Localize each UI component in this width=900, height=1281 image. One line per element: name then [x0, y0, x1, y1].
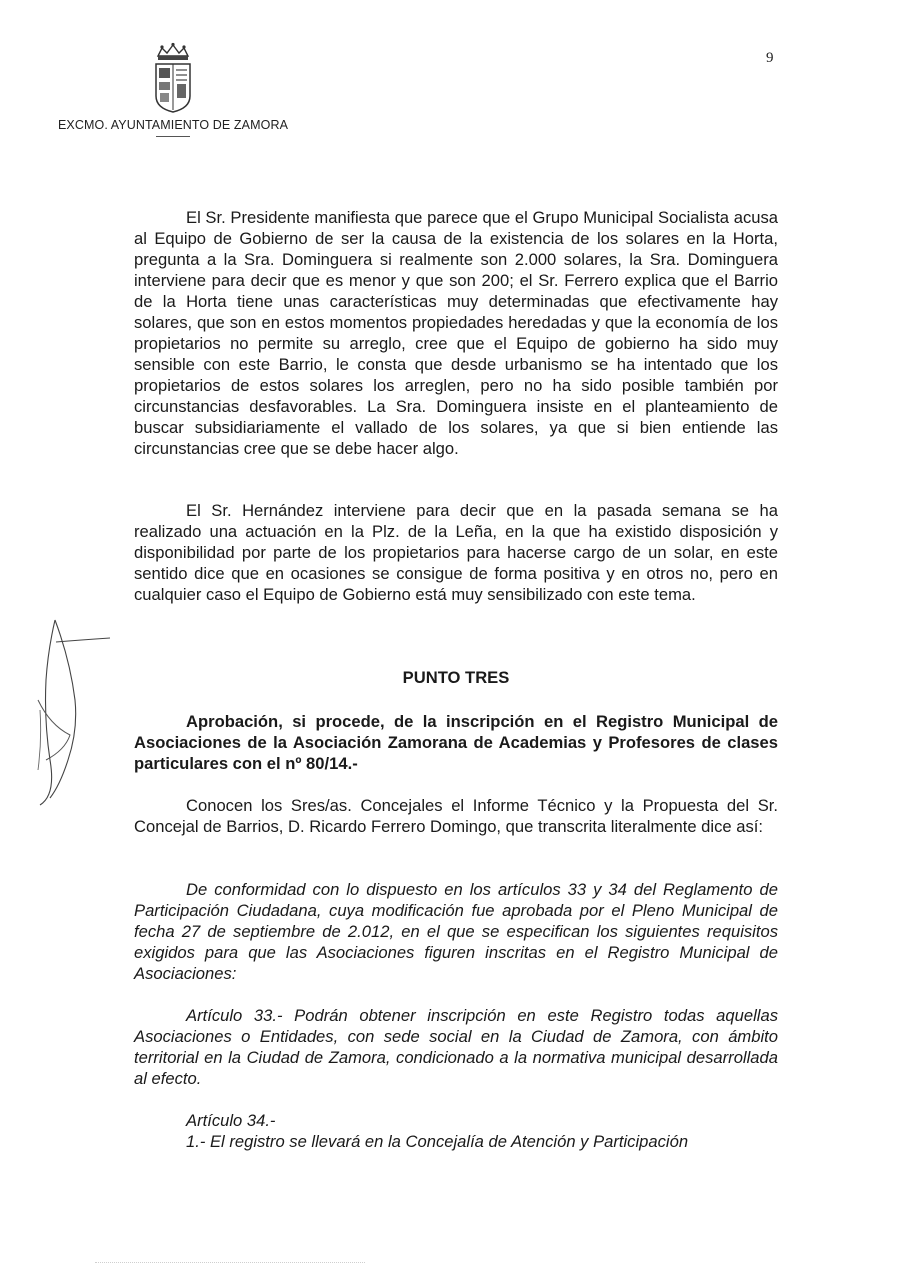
page-number: 9	[766, 50, 774, 66]
header-underline	[156, 136, 190, 137]
articulo-34-item-1: 1.- El registro se llevará en la Concejalía de Atención y Participación	[186, 1132, 689, 1151]
paragraph-presidente: El Sr. Presidente manifiesta que parece que el Grupo Municipal Socialista acusa al Equipo de Gobierno de ser la causa de la existencia de los solares en la Horta, pregunta a la Sra. Dominguera si realmente son 2.000 solares, la Sra. Dominguera interviene para decir que es menor y que son 200; el Sr. Ferrero explica que el Barrio de la Horta tiene unas características muy determinadas que efectivamente hay solares, que son en estos momentos propiedades heredadas y que la economía de los propietarios no permite su arreglo, cree que el Equipo de gobierno ha sido muy sensible con este Barrio, le consta que desde urbanismo se ha intentado que los propietarios de estos solares los arreglen, pero no ha sido posible también por circunstancias desfavorables. La Sra. Dominguera insiste en el planteamiento de buscar subsidiariamente el vallado de los solares, ya que si bien entiende las circunstancias cree que se debe hacer algo.	[134, 208, 778, 458]
section-heading: PUNTO TRES	[402, 668, 510, 687]
articulo-34-title: Artículo 34.-	[186, 1111, 276, 1130]
paragraph-hernandez: El Sr. Hernández interviene para decir que en la pasada semana se ha realizado una actuación en la Plz. de la Leña, en la que ha existido disposición y disponibilidad por parte de los propietarios para hacerse cargo de un solar, en este sentido dice que en ocasiones se consigue de forma positiva y en otros no, pero en cualquier caso el Equipo de Gobierno está muy sensibilizado con este tema.	[134, 501, 778, 604]
organization-name: EXCMO. AYUNTAMIENTO DE ZAMORA	[58, 118, 289, 132]
scan-artifact	[95, 1262, 365, 1264]
paragraph-reglamento: De conformidad con lo dispuesto en los artículos 33 y 34 del Reglamento de Participación Ciudadana, cuya modificación fue aprobada por el Pleno Municipal de fecha 27 de septiembre de 2.012, en el que se especifican los siguientes requisitos exigidos para que las Asociaciones figuren inscritas en el Registro Municipal de Asociaciones:	[134, 880, 778, 983]
paragraph-articulo-33: Artículo 33.- Podrán obtener inscripción en este Registro todas aquellas Asociaciones o Entidades, con sede social en la Ciudad de Zamora, con ámbito territorial en la Ciudad de Zamora, condicionado a la normativa municipal desarrollada al efecto.	[134, 1006, 778, 1088]
handwritten-signature	[20, 610, 120, 810]
agenda-item-title: Aprobación, si procede, de la inscripción en el Registro Municipal de Asociaciones de la Asociación Zamorana de Academias y Profesores de clases particulares con el nº 80/14.-	[134, 712, 778, 773]
zamora-coat-of-arms-icon	[148, 42, 198, 114]
paragraph-informe: Conocen los Sres/as. Concejales el Informe Técnico y la Propuesta del Sr. Concejal de Barrios, D. Ricardo Ferrero Domingo, que transcrita literalmente dice así:	[134, 796, 778, 836]
